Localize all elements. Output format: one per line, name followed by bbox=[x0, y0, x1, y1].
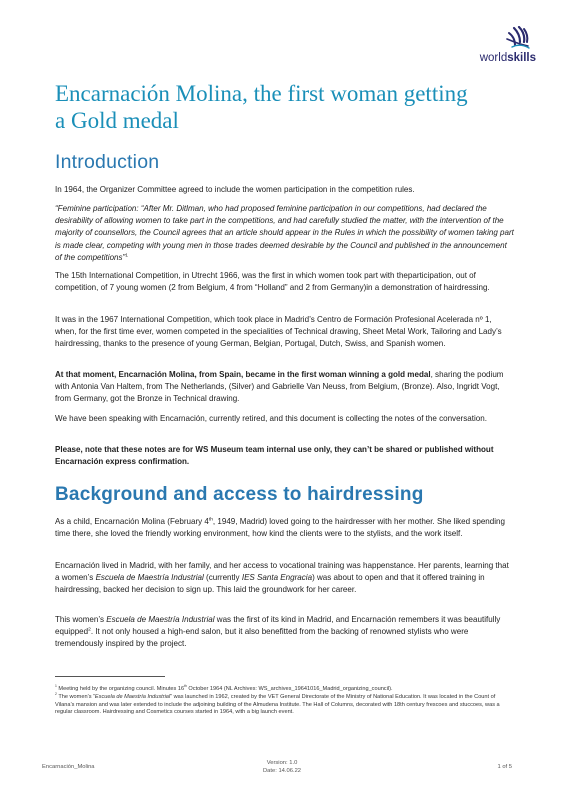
background-paragraph-2: Encarnación lived in Madrid, with her family, and her access to vocational training was happenstance. Her parents, learning that a women’s Escuela de Maestría Industrial (currently IES Santa Engracia) was about to open and that it offered training in hairdressing, backed her decision to sign up. This laid the groundwork for her career. bbox=[55, 561, 509, 595]
footnote-1: $^1$ Meeting held by the organizing council. Minutes 16th October 1964 (NL Archives: WS_archives_19641016_Madrid_organizing_council). bbox=[55, 684, 393, 692]
footnote-2: $^2$ The women’s “Escuela de Maestría Industrial” was launched in 1962, created by the VET General Directorate of the Ministry of National Education. It was located in the Count of Vilana’s mansion and was later extended to include the adjoining building of the Almudena Institute. The Hall of Columns, decorated with 18th century frescoes and stuccoes, was a regular classroom. Hairdressing and Cosmetics courses started in 1964, with a big launch event. bbox=[55, 692, 500, 716]
introduction-heading: Introduction bbox=[55, 151, 160, 173]
footer-filename: Encarnación_Molina bbox=[42, 764, 95, 770]
background-paragraph-1: As a child, Encarnación Molina (February 4th, 1949, Madrid) loved going to the hairdresser with her mother. She liked spending time there, she loved the friendly working environment, how kind the clients were to the stylists, and the work itself. bbox=[55, 517, 505, 539]
intro-paragraph-1: In 1964, the Organizer Committee agreed to include the women participation in the competition rules. bbox=[55, 185, 415, 194]
intro-paragraph-5: We have been speaking with Encarnación, currently retired, and this document is collecting the notes of the conversation. bbox=[55, 414, 487, 423]
intro-paragraph-3: It was in the 1967 International Competition, which took place in Madrid’s Centro de Formación Profesional Acelerada nº 1, when, for the first time ever, women competed in the specialities of Technical drawing, Sheet Metal Work, Tailoring and Lady’s hairdressing, thanks to the presence of young German, Belgian, Portugal, Dutch, Swiss, and Spanish women. bbox=[55, 315, 502, 349]
document-title: Encarnación Molina, the first woman getting a Gold medal bbox=[55, 81, 468, 133]
footnote-divider bbox=[55, 676, 165, 677]
footer-version: Version: 1.0 Date: 14.06.22 bbox=[262, 760, 302, 774]
intro-paragraph-2: The 15th International Competition, in Utrecht 1966, was the first in which women took part with theparticipation, out of competition, of 7 young women (2 from Belgium, 4 from “Holland” and 2 from Germany)in a demonstration of hairdressing. bbox=[55, 271, 490, 293]
background-heading: Background and access to hairdressing bbox=[55, 484, 424, 505]
intro-paragraph-4: At that moment, Encarnación Molina, from Spain, became in the first woman winning a gold medal, sharing the podium with Antonia Van Haltem, from The Netherlands, (Silver) and Gabrielle Van Neuss, from Belgium, (Bronze). Also, Ingridt Vogt, from Germany, got the Bronze in Technical drawing. bbox=[55, 370, 504, 404]
worldskills-logo bbox=[466, 26, 536, 66]
worldskills-mark-icon bbox=[504, 26, 530, 50]
worldskills-wordmark: worldskills bbox=[479, 52, 536, 64]
footer-page-number: 1 of 5 bbox=[497, 764, 512, 770]
intro-quote: “Feminine participation: “After Mr. Ditlman, who had proposed feminine participation in our competitions, had declared the desirability of allowing women to take part in the competitions, and had carefully studied the matter, with the intervention of the majority of counsellors, the Council agrees that an article should appear in the Rules in which the possibility of women taking part is made clear, competing with young men in those trades deemed desirable by the Council and published in the announcement of the competitions”$^1$ bbox=[55, 204, 514, 262]
background-paragraph-3: This women’s Escuela de Maestría Industrial was the first of its kind in Madrid, and Encarnación remembers it was beautifully equipped$^2$. It not only housed a high-end salon, but it also benefitted from the backing of renowned stylists who were tremendously inspired by the project. bbox=[55, 615, 501, 649]
intro-notice: Please, note that these notes are for WS Museum team internal use only, they can’t be shared or published without Encarnación express confirmation. bbox=[55, 445, 494, 467]
